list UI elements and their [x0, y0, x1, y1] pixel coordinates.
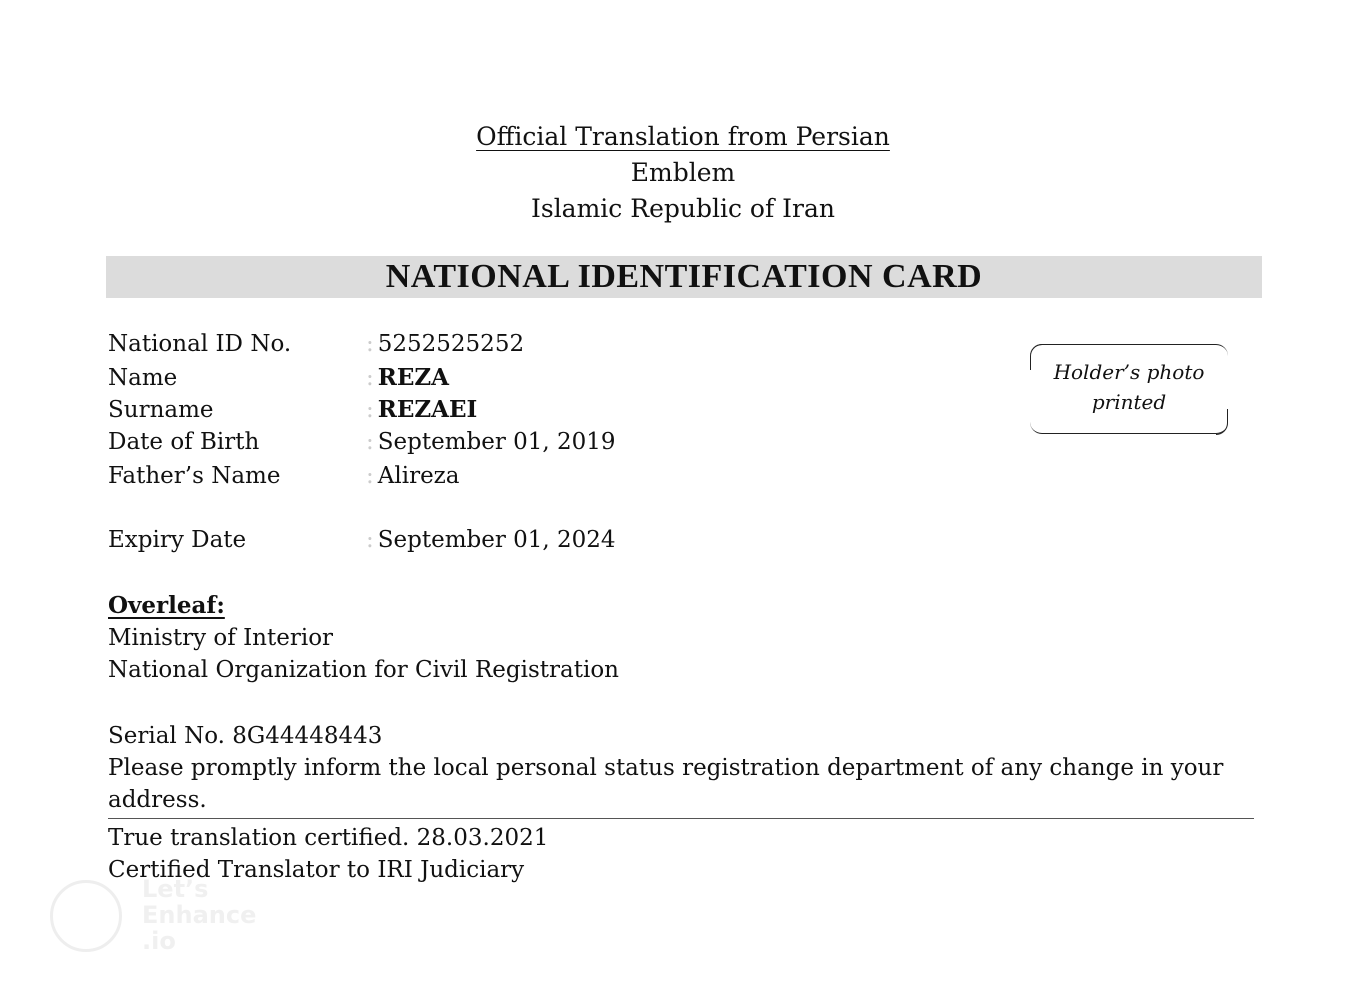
name-value-row	[366, 364, 449, 392]
date-of-birth-value-row	[366, 428, 616, 456]
card-title: NATIONAL IDENTIFICATION CARD	[385, 258, 983, 295]
watermark-line1: Let’s	[142, 875, 209, 903]
notice-line-2: address.	[108, 787, 207, 813]
header-country: Islamic Republic of Iran	[530, 194, 835, 223]
colon-mark: :	[366, 331, 374, 357]
certification-line-2: Certified Translator to IRI Judiciary	[108, 857, 525, 883]
watermark-line2: Enhance	[142, 901, 257, 929]
card-title-band	[106, 256, 1262, 298]
watermark-line3: .io	[142, 927, 176, 955]
name-label: Name	[108, 365, 178, 391]
fathers-name-value: Alireza	[377, 463, 460, 489]
photo-placeholder-line1: Holder’s photo	[1053, 360, 1205, 384]
surname-value-row	[366, 396, 477, 424]
certification-line-1: True translation certified. 28.03.2021	[108, 825, 549, 851]
watermark-circle-icon	[50, 880, 122, 952]
fathers-name-label: Father’s Name	[108, 463, 281, 489]
overleaf-organization: National Organization for Civil Registration	[108, 657, 619, 683]
overleaf-ministry: Ministry of Interior	[108, 625, 334, 651]
header-emblem: Emblem	[630, 158, 736, 187]
colon-mark: :	[366, 463, 374, 489]
date-of-birth-value: September 01, 2019	[377, 429, 616, 455]
overleaf-heading: Overleaf:	[108, 592, 225, 619]
header-title-text: Official Translation from Persian	[476, 122, 890, 151]
colon-mark: :	[366, 397, 374, 423]
photo-placeholder-text	[1030, 357, 1228, 417]
colon-mark: :	[366, 429, 374, 455]
name-value: REZA	[377, 364, 450, 391]
colon-mark: :	[366, 527, 374, 553]
serial-number: Serial No. 8G44448443	[108, 723, 383, 749]
holder-photo-placeholder	[1030, 344, 1228, 434]
watermark-text	[142, 876, 256, 954]
surname-label: Surname	[108, 397, 214, 423]
notice-line-1: Please promptly inform the local personal status registration department of any change in your	[108, 755, 1224, 781]
photo-placeholder-line2: printed	[1091, 390, 1167, 414]
expiry-date-label: Expiry Date	[108, 527, 247, 553]
fathers-name-value-row	[366, 462, 460, 490]
certification-divider	[108, 818, 1254, 819]
watermark-logo	[50, 876, 270, 956]
national-id-value: 5252525252	[377, 331, 525, 357]
surname-value: REZAEI	[377, 396, 478, 423]
expiry-date-value-row	[366, 526, 616, 554]
date-of-birth-label: Date of Birth	[108, 429, 260, 455]
national-id-label: National ID No.	[108, 331, 292, 357]
colon-mark: :	[366, 365, 374, 391]
document-header-title	[0, 122, 1366, 152]
expiry-date-value: September 01, 2024	[377, 527, 616, 553]
national-id-value-row	[366, 330, 524, 358]
